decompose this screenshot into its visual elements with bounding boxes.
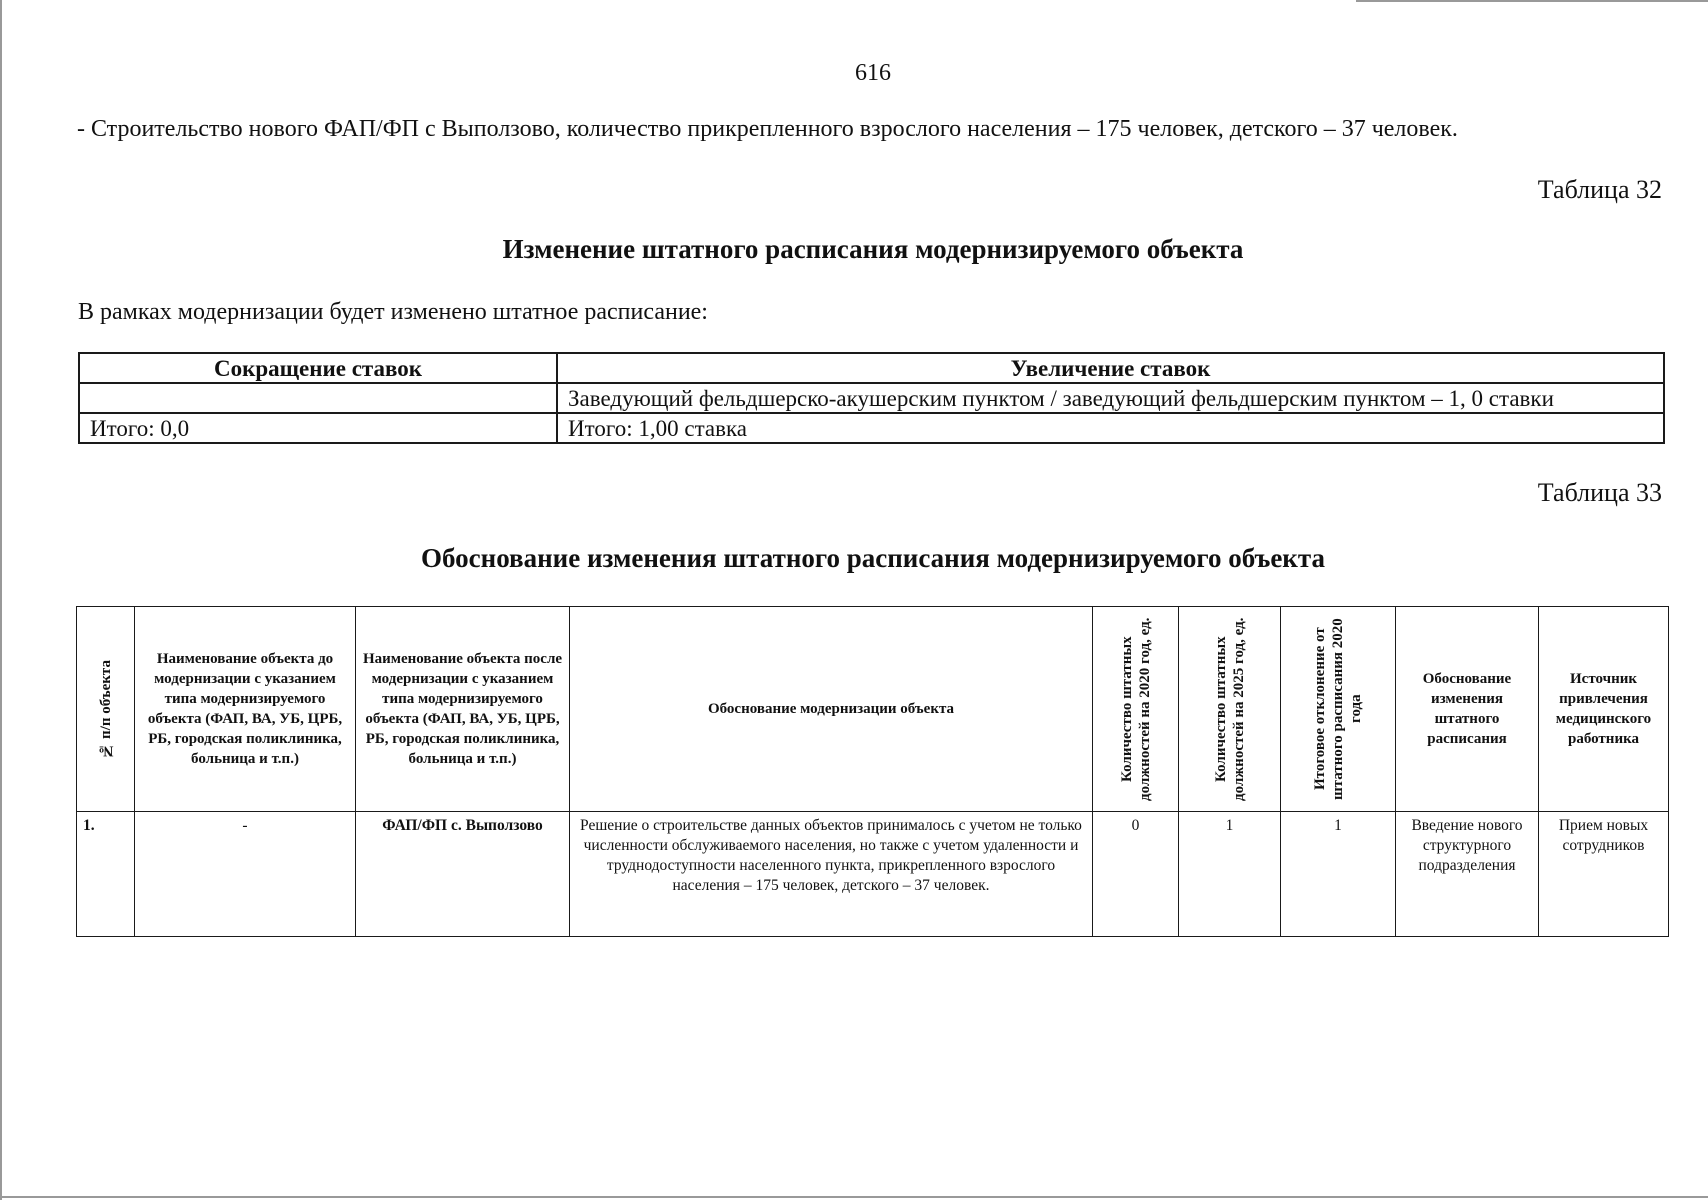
intro-line: - Строительство нового ФАП/ФП с Выползово, количество прикрепленного взрослого населения – 175 человек, детского – 37 человек. [77, 116, 1458, 142]
table-caption-33: Таблица 33 [1537, 478, 1662, 507]
header-staff-2025: Количество штатных должностей на 2025 год, ед. [1179, 607, 1281, 812]
table-row [77, 812, 1669, 937]
header-name-before: Наименование объекта до модернизации с указанием типа модернизируемого объекта (ФАП, ВА, УБ, ЦРБ, РБ, городская поликлиника, больница и т.п.) [135, 607, 356, 812]
cell-deviation: 1 [1281, 812, 1396, 937]
page-left-edge [0, 0, 2, 1200]
header-reduction: Сокращение ставок [79, 353, 557, 383]
cell-increase: Заведующий фельдшерско-акушерским пунктом / заведующий фельдшерским пунктом – 1, 0 ставки [557, 383, 1664, 413]
cell-total-increase: Итого: 1,00 ставка [557, 413, 1664, 443]
table-header-row [79, 353, 1664, 383]
section-title-32: Изменение штатного расписания модернизируемого объекта [502, 234, 1244, 264]
header-increase: Увеличение ставок [557, 353, 1664, 383]
cell-name-before: - [135, 812, 356, 937]
page-number: 616 [855, 60, 891, 86]
cell-reduction [79, 383, 557, 413]
cell-staff-2025: 1 [1179, 812, 1281, 937]
table-caption-32: Таблица 32 [1537, 175, 1662, 204]
table-row-total [79, 413, 1664, 443]
header-name-after: Наименование объекта после модернизации с указанием типа модернизируемого объекта (ФАП, ВА, УБ, ЦРБ, РБ, городская поликлиника, больница и т.п.) [356, 607, 570, 812]
cell-justification: Решение о строительстве данных объектов принималось с учетом не только численности обслуживаемого населения, но также с учетом удаленности и труднодоступности населенного пункта, прикрепленного взрослого населения – 175 человек, детского – 37 человек. [570, 812, 1093, 937]
page-top-edge [1356, 0, 1708, 2]
cell-name-after: ФАП/ФП с. Выползово [356, 812, 570, 937]
header-justification: Обоснование модернизации объекта [570, 607, 1093, 812]
cell-source: Прием новых сотрудников [1539, 812, 1669, 937]
cell-total-reduction: Итого: 0,0 [79, 413, 557, 443]
lead-text: В рамках модернизации будет изменено штатное расписание: [78, 299, 708, 325]
header-source: Источник привлечения медицинского работника [1539, 607, 1669, 812]
page-bottom-edge [0, 1196, 1708, 1198]
header-number: № п/п объекта [77, 607, 135, 812]
header-deviation: Итоговое отклонение от штатного расписания 2020 года [1281, 607, 1396, 812]
cell-number: 1. [77, 812, 135, 937]
cell-staff-2020: 0 [1093, 812, 1179, 937]
table-row [79, 383, 1664, 413]
header-change-reason: Обоснование изменения штатного расписания [1396, 607, 1539, 812]
justification-table [76, 606, 1669, 937]
section-title-33: Обоснование изменения штатного расписания модернизируемого объекта [421, 543, 1325, 573]
table-header-row [77, 607, 1669, 812]
staff-change-table [78, 352, 1665, 444]
header-staff-2020: Количество штатных должностей на 2020 год, ед. [1093, 607, 1179, 812]
cell-change-reason: Введение нового структурного подразделения [1396, 812, 1539, 937]
